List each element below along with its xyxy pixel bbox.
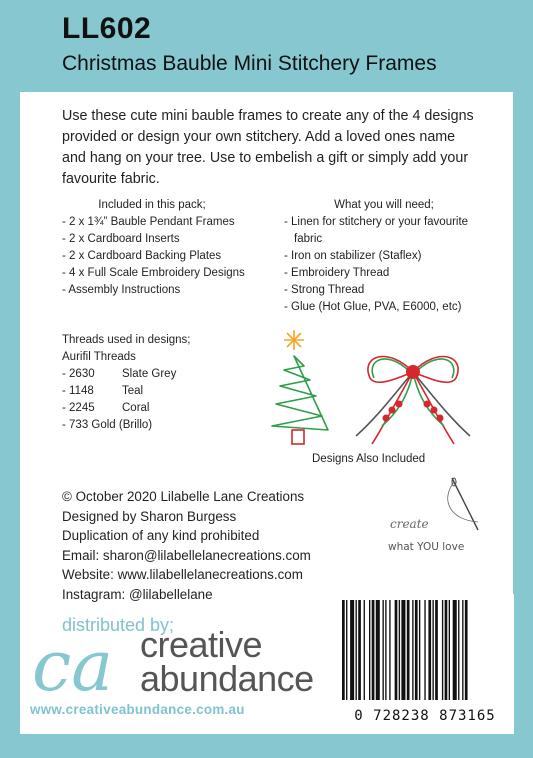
barcode-digits: 0 728238 873165 [354, 708, 496, 724]
threads-brand: Aurifil Threads [62, 351, 136, 363]
tree-icon [272, 356, 328, 430]
need-list [284, 214, 484, 316]
website-line: Website: www.lilabellelanecreations.com [62, 567, 303, 582]
signature-create-text: create [390, 517, 429, 531]
thread-row [62, 417, 262, 434]
barcode-bars-icon [334, 594, 514, 706]
duplication-line: Duplication of any kind prohibited [62, 528, 260, 543]
thread-number: - 1148 [62, 385, 94, 397]
design-illustrations [268, 326, 498, 461]
thread-row [62, 366, 262, 383]
designs-caption: Designs Also Included [312, 453, 426, 465]
thread-row [62, 383, 262, 400]
threads-title: Threads used in designs; [62, 334, 191, 346]
create-signature [380, 470, 490, 565]
thread-number: - 2630 [62, 368, 95, 380]
creative-abundance-logo-icon [28, 630, 138, 709]
signature-tagline-text: what YOU love [388, 541, 465, 553]
distributor-website: www.creativeabundance.com.au [30, 702, 245, 717]
pack-list [62, 214, 272, 299]
intro-paragraph: Use these cute mini bauble frames to create any of the 4 designs provided or design your own stitchery. Add a loved ones name and hang on your tree. Use to embelish a gift or simply add your favourite fabric. [62, 108, 474, 187]
brand-line-2: abundance [140, 658, 314, 699]
contact-block [62, 487, 311, 604]
list-item: - Linen for stitchery or your favourite [284, 216, 469, 228]
list-item: - 4 x Full Scale Embroidery Designs [62, 267, 245, 279]
brand-line-1: creative [140, 624, 263, 665]
threads-section [62, 332, 262, 434]
list-item: - Strong Thread [284, 284, 365, 296]
list-item: - Assembly Instructions [62, 284, 181, 296]
email-line: Email: sharon@lilabellelanecreations.com [62, 547, 311, 563]
product-title: Christmas Bauble Mini Stitchery Frames [62, 52, 437, 75]
thread-number: - 2245 [62, 402, 95, 414]
distributed-by-label: distributed by; [62, 615, 175, 635]
needle-icon [380, 470, 490, 560]
list-item: - 2 x Cardboard Backing Plates [62, 250, 222, 262]
thread-name: Slate Grey [122, 368, 177, 380]
christmas-tree-and-bow-icon [268, 326, 498, 456]
list-item: - Glue (Hot Glue, PVA, E6000, etc) [284, 301, 462, 313]
list-item: - Iron on stabilizer (Staflex) [284, 250, 422, 262]
product-code: LL602 [62, 12, 152, 45]
pack-contents [62, 199, 272, 299]
star-icon [284, 330, 304, 350]
list-item: - 2 x 1¾” Bauble Pendant Frames [62, 216, 235, 228]
requirements [284, 199, 484, 316]
thread-name: Coral [122, 402, 150, 414]
list-item: - Embroidery Thread [284, 267, 390, 279]
pack-title: Included in this pack; [98, 199, 206, 211]
svg-text:ca: ca [32, 630, 113, 704]
list-item: - 2 x Cardboard Inserts [62, 233, 180, 245]
list-item: fabric [294, 233, 323, 245]
copyright-line: © October 2020 Lilabelle Lane Creations [62, 489, 305, 504]
thread-name: Teal [122, 385, 144, 397]
thread-row [62, 400, 262, 417]
thread-number: - 733 Gold (Brillo) [62, 419, 153, 431]
need-title: What you will need; [334, 199, 434, 211]
instagram-line: Instagram: @lilabellelane [62, 586, 213, 602]
designer-line: Designed by Sharon Burgess [62, 508, 237, 524]
